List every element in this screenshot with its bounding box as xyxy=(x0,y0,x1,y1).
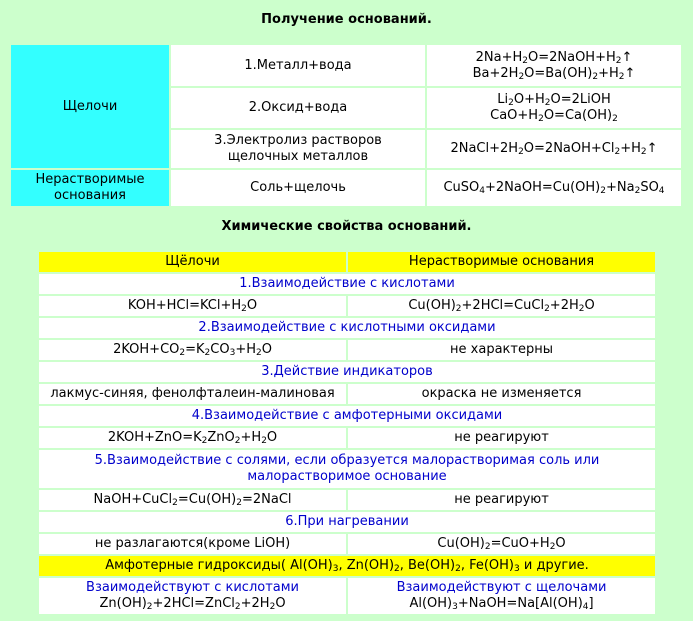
alkali-label: Щелочи xyxy=(11,45,169,168)
insoluble-no-reaction-salt: не реагируют xyxy=(348,490,655,510)
gas-arrow-icon: ↑ xyxy=(621,49,633,65)
title-properties: Химические свойства оснований. xyxy=(221,219,472,234)
section-acids: 1.Взаимодействие с кислотами xyxy=(39,274,655,294)
eq-electrolysis: $2NaCl+2H_2O=2NaOH+Cl_2+H_2↑$ xyxy=(427,130,681,168)
method-oxide-water: 2.Оксид+вода xyxy=(171,88,425,128)
method-electrolysis: 3.Электролиз растворов щелочных металлов xyxy=(171,130,425,168)
eq-alkali-salt: $NaOH+CuCl_2=Cu(OH)_2=2NaCl$ xyxy=(39,490,346,510)
eq-alkali-amphoteric-oxide: $2KOH+ZnO=K_2ZnO_2+H_2O$ xyxy=(39,428,346,448)
eq-alkali-acid: $KOH+HCl=KCl+H_2O$ xyxy=(39,296,346,316)
method-metal-water: 1.Металл+вода xyxy=(171,45,425,86)
gas-arrow-icon: ↑ xyxy=(624,65,636,81)
alkali-no-decompose: не разлагаются(кроме LiOH) xyxy=(39,534,346,554)
amphoteric-header: Амфотерные гидроксиды( $Al(OH)_3$, $Zn(OH)_2$, $Be(OH)_2$, $Fe(OH)_3$ и другие. xyxy=(39,556,655,576)
eq-metal-water: $2Na+H_2O=2NaOH+H_2↑$ $Ba+2H_2O=Ba(OH)_2+H_2↑$ xyxy=(427,45,681,86)
header-insoluble: Нерастворимые основания xyxy=(348,252,655,272)
section-salts: 5.Взаимодействие с солями, если образуется малорастворимая соль или малорастворимое основание xyxy=(39,450,655,488)
insoluble-not-typical: не характерны xyxy=(348,340,655,360)
indicator-alkali: лакмус-синяя, фенолфталеин-малиновая xyxy=(39,384,346,404)
eq-salt-alkali: $CuSO_4+2NaOH=Cu(OH)_2+Na_2SO_4$ xyxy=(427,170,681,206)
section-acid-oxides: 2.Взаимодействие с кислотными оксидами xyxy=(39,318,655,338)
amphoteric-alkalis: Взаимодействуют с щелочами $Al(OH)_3+NaOH=Na[Al(OH)_4]$ xyxy=(348,578,655,614)
properties-table xyxy=(37,250,657,616)
title-obtaining: Получение оснований. xyxy=(261,12,432,27)
method-salt-alkali: Соль+щелочь xyxy=(171,170,425,206)
section-amphoteric-oxides: 4.Взаимодействие с амфотерными оксидами xyxy=(39,406,655,426)
header-alkali: Щёлочи xyxy=(39,252,346,272)
gas-arrow-icon: ↑ xyxy=(646,141,658,156)
eq-alkali-acid-oxide: $2KOH+CO_2=K_2CO_3+H_2O$ xyxy=(39,340,346,360)
amphoteric-acids: Взаимодействуют с кислотами $Zn(OH)_2+2HCl=ZnCl_2+2H_2O$ xyxy=(39,578,346,614)
section-heating: 6.При нагревании xyxy=(39,512,655,532)
eq-insoluble-heating: $Cu(OH)_2=CuO+H_2O$ xyxy=(348,534,655,554)
insoluble-no-reaction-oxide: не реагируют xyxy=(348,428,655,448)
eq-oxide-water: $Li_2O+H_2O=2LiOH$ $CaO+H_2O=Ca(OH)_2$ xyxy=(427,88,681,128)
section-indicators: 3.Действие индикаторов xyxy=(39,362,655,382)
eq-insoluble-acid: $Cu(OH)_2+2HCl=CuCl_2+2H_2O$ xyxy=(348,296,655,316)
indicator-insoluble: окраска не изменяется xyxy=(348,384,655,404)
insoluble-label: Нерастворимые основания xyxy=(11,170,169,206)
obtaining-table xyxy=(9,43,683,208)
